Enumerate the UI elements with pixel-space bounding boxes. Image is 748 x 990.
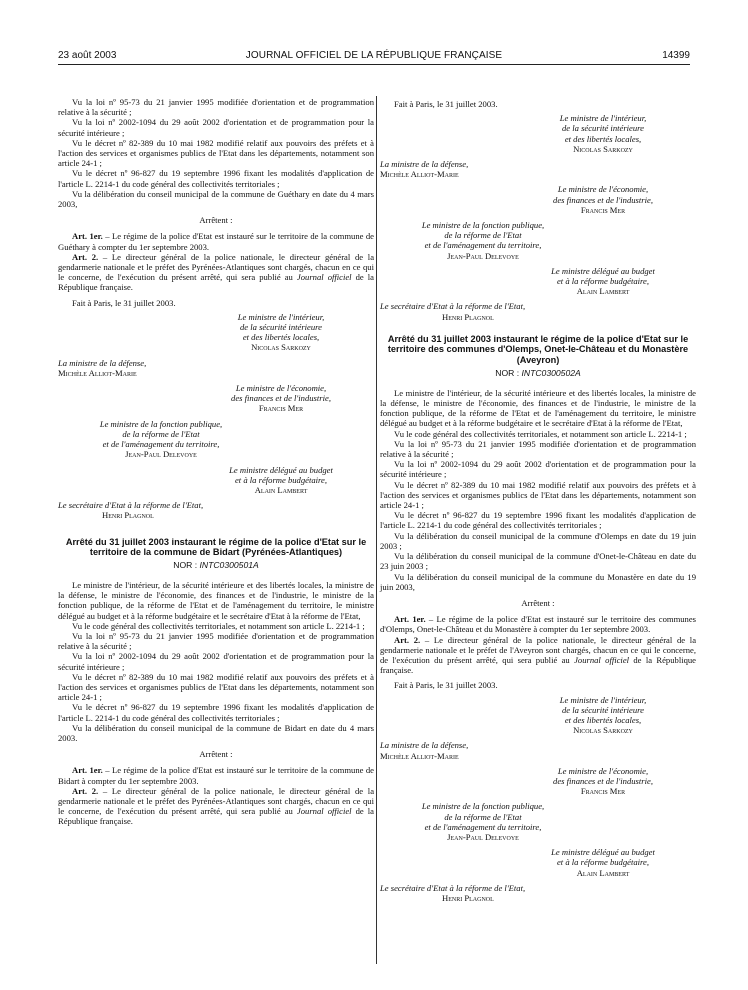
signature-fonction-publique	[58, 419, 374, 460]
signature-economie	[58, 383, 374, 414]
column-divider	[376, 96, 377, 964]
sig-title: de la sécurité intérieure	[561, 123, 644, 134]
sig-title: de la réforme de l'Etat	[444, 230, 522, 241]
article-text: – Le régime de la police d'Etat est instauré sur le territoire de la commune de Guéthary à compter du 1er septembre 2003.	[58, 231, 374, 252]
article-text: de la République française.	[58, 806, 374, 827]
sig-title: Le ministre de la fonction publique,	[421, 801, 545, 812]
visa: Vu la délibération du conseil municipal de la commune de Guéthary en date du 4 mars 2003,	[58, 188, 374, 210]
journal-ref: Journal officiel	[296, 272, 352, 283]
visa: Vu le décret nº 96-827 du 19 septembre 1996 fixant les modalités d'application de l'article L. 2214-1 du code général des collectivités territoriales ;	[380, 510, 696, 531]
journal-title: JOURNAL OFFICIEL DE LA RÉPUBLIQUE FRANÇAISE	[245, 50, 503, 61]
sig-title: Le ministre délégué au budget	[229, 464, 333, 475]
article-label: Art. 1er.	[394, 614, 426, 625]
sig-title: de la sécurité intérieure	[239, 322, 322, 333]
article-1	[58, 765, 374, 785]
signatory-name: Alain Lambert	[576, 286, 630, 297]
article-text: de la République française.	[380, 654, 696, 676]
signature-interieur	[58, 312, 374, 353]
signature-economie	[380, 766, 696, 797]
article-text: – Le directeur général de la police nationale, le directeur général de la gendarmerie nationale et le préfet des Pyrénées-Atlantiques sont chargés, chacun en ce qui le concerne, de l'exécution du présent arrêté, qui sera publié au	[58, 251, 375, 283]
sig-title: La ministre de la défense,	[380, 159, 469, 170]
nor-label: NOR :	[495, 367, 522, 378]
signatory-name: Henri Plagnol	[442, 892, 494, 903]
sig-title: Le secrétaire d'Etat à la réforme de l'Etat,	[380, 301, 526, 312]
signatory-name: Alain Lambert	[576, 867, 630, 878]
visas-bidart	[58, 621, 374, 743]
left-column	[58, 97, 374, 827]
visa: Vu la délibération du conseil municipal de la commune de Bidart en date du 4 mars 2003.	[58, 722, 374, 743]
signatory-name: Francis Mer	[580, 204, 626, 215]
signatory-name: Nicolas Sarkozy	[573, 143, 633, 154]
sig-title: Le ministre délégué au budget	[551, 847, 655, 858]
sig-title: de la réforme de l'Etat	[122, 428, 200, 439]
article-label: Art. 2.	[72, 251, 99, 262]
arretent-heading: Arrêtent :	[199, 215, 233, 226]
visa: Vu la loi nº 2002-1094 du 29 août 2002 d'orientation et de programmation pour la sécurité intérieure ;	[58, 117, 374, 138]
visas-olemps	[380, 429, 696, 592]
visa: Vu la loi nº 95-73 du 21 janvier 1995 modifiée d'orientation et de programmation relative à la sécurité ;	[380, 438, 696, 460]
fait-a-paris: Fait à Paris, le 31 juillet 2003.	[394, 99, 498, 109]
sig-title: Le ministre de l'économie,	[557, 184, 649, 195]
signature-budget	[380, 266, 696, 297]
preamble: Le ministre de l'intérieur, de la sécurité intérieure et des libertés locales, la ministre de la défense, le ministre de l'économie, des finances et de l'industrie, le ministre de la fonction publique, de la réforme de l'Etat et de l'aménagement du territoire, le ministre délégué au budget et à la réforme budgétaire et le secrétaire d'Etat à la réforme de l'Etat,	[380, 387, 696, 429]
journal-ref: Journal officiel	[296, 806, 352, 817]
sig-title: Le ministre de l'économie,	[235, 383, 327, 394]
visa: Vu le décret nº 96-827 du 19 septembre 1996 fixant les modalités d'application de l'article L. 2214-1 du code général des collectivités territoriales ;	[58, 702, 374, 723]
signatory-name: Jean-Paul Delevoye	[447, 831, 519, 842]
visa: Vu la délibération du conseil municipal de la commune du Monastère en date du 19 juin 2003,	[380, 571, 696, 592]
visa: Vu le code général des collectivités territoriales, et notamment son article L. 2214-1 ;	[394, 428, 687, 439]
visa: Vu la délibération du conseil municipal de la commune d'Olemps en date du 19 juin 2003 ;	[380, 530, 696, 551]
signatory-name: Alain Lambert	[254, 484, 308, 495]
fait-a-paris: Fait à Paris, le 31 juillet 2003.	[72, 297, 176, 308]
sig-title: et des libertés locales,	[564, 714, 642, 725]
sig-title: et à la réforme budgétaire,	[234, 474, 328, 485]
signature-defense	[380, 159, 696, 179]
article-text: – Le directeur général de la police nationale, le directeur général de la gendarmerie nationale et le préfet des Pyrénées-Atlantiques sont chargés, chacun en ce qui le concerne, de l'exécution du présent arrêté, qui sera publié au	[58, 785, 375, 817]
article-text: – Le régime de la police d'Etat est instauré sur le territoire des communes d'Olemps, Onet-le-Château et du Monastère à compter du 1er septembre 2003.	[380, 614, 697, 635]
article-text: – Le régime de la police d'Etat est instauré sur le territoire de la commune de Bidart à compter du 1er septembre 2003.	[58, 765, 374, 786]
signatory-name: Francis Mer	[258, 403, 304, 414]
sig-title: Le secrétaire d'Etat à la réforme de l'Etat,	[380, 882, 526, 893]
signature-secretaire	[380, 883, 696, 903]
signature-interieur	[380, 113, 696, 154]
visa: Vu le décret nº 82-389 du 10 mai 1982 modifié relatif aux pouvoirs des préfets et à l'action des services et organismes publics de l'Etat dans les départements, notamment son article 24-1 ;	[380, 479, 696, 511]
signatory-name: Michèle Alliot-Marie	[380, 750, 459, 761]
signature-fonction-publique	[380, 801, 696, 842]
arrete-title-bidart: Arrêté du 31 juillet 2003 instaurant le régime de la police d'Etat sur le territoire de la commune de Bidart (Pyrénées-Atlantiques)	[65, 536, 367, 558]
article-text: – Le directeur général de la police nationale, le directeur général de la gendarmerie nationale et le préfet de l'Aveyron sont chargés, chacun en ce qui le concerne, de l'exécution du présent arrêté, qui sera publié au	[380, 634, 697, 665]
visa: Vu le décret nº 82-389 du 10 mai 1982 modifié relatif aux pouvoirs des préfets et à l'action des services et organismes publics de l'Etat dans les départements, notamment son article 24-1 ;	[58, 671, 374, 703]
visa: Vu la loi nº 2002-1094 du 29 août 2002 d'orientation et de programmation pour la sécurité intérieure ;	[380, 459, 696, 480]
signatory-name: Jean-Paul Delevoye	[447, 250, 519, 261]
visa: Vu le décret nº 96-827 du 19 septembre 1996 fixant les modalités d'application de l'article L. 2214-1 du code général des collectivités territoriales ;	[58, 168, 374, 189]
article-label: Art. 2.	[394, 634, 421, 645]
sig-title: et de l'aménagement du territoire,	[102, 439, 220, 450]
signatory-name: Francis Mer	[580, 786, 626, 797]
sig-title: Le ministre de la fonction publique,	[99, 418, 223, 429]
visa: Vu la loi nº 2002-1094 du 29 août 2002 d'orientation et de programmation pour la sécurité intérieure ;	[58, 651, 374, 672]
preamble: Le ministre de l'intérieur, de la sécurité intérieure et des libertés locales, la ministre de la défense, le ministre de l'économie, des finances et de l'industrie, le ministre de la fonction publique, de la réforme de l'Etat et de l'aménagement du territoire, le ministre délégué au budget et à la réforme budgétaire et le secrétaire d'Etat à la réforme de l'Etat,	[58, 579, 374, 621]
article-label: Art. 1er.	[72, 765, 103, 776]
arretent-heading: Arrêtent :	[521, 597, 555, 608]
signatory-name: Nicolas Sarkozy	[573, 725, 633, 736]
signature-interieur	[380, 695, 696, 736]
visa: Vu le code général des collectivités territoriales, et notamment son article L. 2214-1 ;	[72, 620, 365, 631]
signature-secretaire	[58, 500, 374, 520]
signatory-name: Henri Plagnol	[102, 510, 154, 521]
visa: Vu le décret nº 82-389 du 10 mai 1982 modifié relatif aux pouvoirs des préfets et à l'action des services et organismes publics de l'Etat dans les départements, notamment son article 24-1 ;	[58, 137, 374, 169]
article-2	[58, 252, 374, 293]
visa: Vu la loi nº 95-73 du 21 janvier 1995 modifiée d'orientation et de programmation relative à la sécurité ;	[58, 630, 374, 652]
sig-title: des finances et de l'industrie,	[553, 775, 653, 786]
sig-title: de la réforme de l'Etat	[444, 811, 522, 822]
sig-title: Le ministre de l'intérieur,	[559, 113, 647, 124]
signatory-name: Michèle Alliot-Marie	[380, 169, 459, 180]
signature-economie	[380, 184, 696, 215]
article-2	[58, 786, 374, 827]
visa: Vu la délibération du conseil municipal de la commune d'Onet-le-Château en date du 23 juin 2003 ;	[380, 551, 696, 572]
signatory-name: Henri Plagnol	[442, 311, 494, 322]
article-label: Art. 2.	[72, 785, 99, 796]
signatory-name: Jean-Paul Delevoye	[125, 449, 197, 460]
signature-fonction-publique	[380, 220, 696, 261]
nor-code: INTC0300502A	[521, 367, 581, 378]
sig-title: et de l'aménagement du territoire,	[424, 821, 542, 832]
sig-title: La ministre de la défense,	[380, 740, 469, 751]
signature-defense	[58, 358, 374, 378]
sig-title: et des libertés locales,	[564, 133, 642, 144]
sig-title: des finances et de l'industrie,	[553, 194, 653, 205]
sig-title: La ministre de la défense,	[58, 357, 147, 368]
right-column	[380, 99, 696, 908]
signature-budget	[58, 465, 374, 496]
sig-title: Le ministre de l'intérieur,	[237, 311, 325, 322]
page-header	[0, 0, 748, 62]
visas-guethary	[58, 97, 374, 209]
sig-title: des finances et de l'industrie,	[231, 393, 331, 404]
article-1	[380, 614, 696, 634]
sig-title: et de l'aménagement du territoire,	[424, 240, 542, 251]
signature-defense	[380, 740, 696, 760]
arrete-title-olemps: Arrêté du 31 juillet 2003 instaurant le régime de la police d'Etat sur le territoire des communes d'Olemps, Onet-le-Château et du Monastère (Aveyron)	[387, 333, 689, 366]
sig-title: et à la réforme budgétaire,	[556, 857, 650, 868]
article-label: Art. 1er.	[72, 231, 103, 242]
nor-label: NOR :	[173, 559, 200, 570]
signature-secretaire	[380, 301, 696, 321]
nor-code: INTC0300501A	[199, 559, 259, 570]
page-number: 14399	[662, 50, 690, 61]
sig-title: et des libertés locales,	[242, 332, 320, 343]
article-1	[58, 231, 374, 251]
sig-title: Le ministre de la fonction publique,	[421, 220, 545, 231]
sig-title: Le ministre délégué au budget	[551, 265, 655, 276]
sig-title: de la sécurité intérieure	[561, 704, 644, 715]
sig-title: Le ministre de l'intérieur,	[559, 694, 647, 705]
visa: Vu la loi nº 95-73 du 21 janvier 1995 modifiée d'orientation et de programmation relative à la sécurité ;	[58, 97, 374, 118]
sig-title: et à la réforme budgétaire,	[556, 276, 650, 287]
journal-ref: Journal officiel	[574, 654, 630, 665]
article-2	[380, 635, 696, 676]
sig-title: Le secrétaire d'Etat à la réforme de l'Etat,	[58, 500, 204, 511]
signature-budget	[380, 847, 696, 878]
nor-reference	[380, 368, 696, 378]
fait-a-paris: Fait à Paris, le 31 juillet 2003.	[394, 680, 498, 691]
signatory-name: Nicolas Sarkozy	[251, 342, 311, 353]
article-text: de la République française.	[58, 272, 374, 293]
arretent-heading: Arrêtent :	[199, 749, 233, 760]
header-rule	[58, 64, 690, 65]
issue-date: 23 août 2003	[58, 50, 117, 61]
signatory-name: Michèle Alliot-Marie	[58, 367, 137, 378]
nor-reference	[58, 560, 374, 570]
sig-title: Le ministre de l'économie,	[557, 765, 649, 776]
